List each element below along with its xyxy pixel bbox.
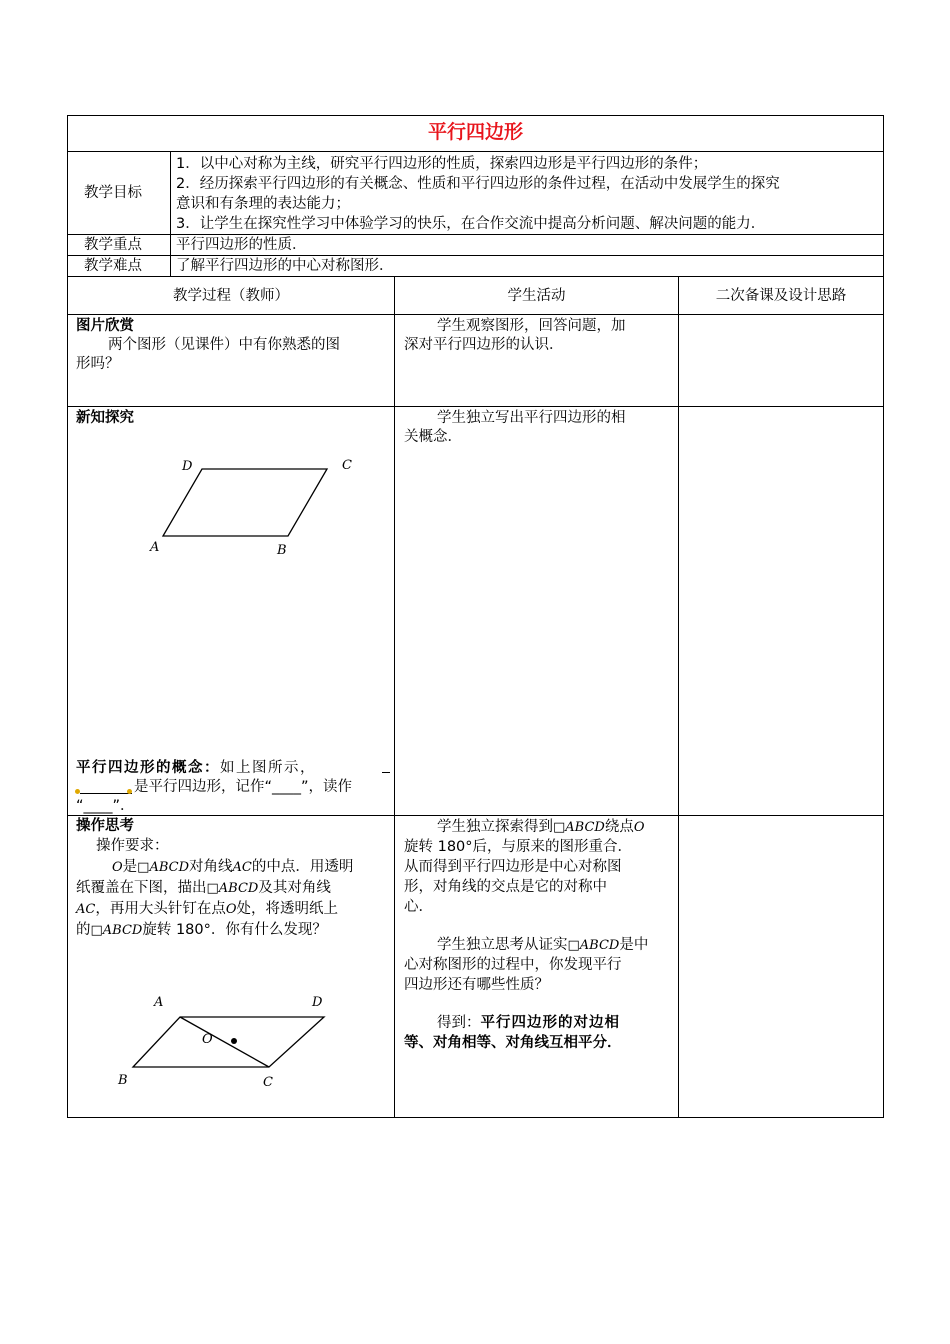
section1-heading: 图片欣赏 [76,318,134,334]
symbol-abcd: □ABCD [137,860,190,875]
figure2-label-c: C [263,1075,273,1090]
concept-rest: 如上图所示， [220,760,316,776]
section1-student-2: 深对平行四边形的认识． [404,337,564,353]
concept-line-3: “____”． [76,798,135,814]
key-point-text: 平行四边形的性质． [176,237,307,253]
figure2-label-d: D [312,995,323,1010]
section3-requirement: 操作要求： [96,838,169,854]
figure2-label-a: A [154,995,164,1010]
figure1-label-c: C [342,458,352,473]
symbol-abcd: □ABCD [206,881,259,896]
section2-student-2: 关概念． [404,429,462,445]
section3-line-2: 纸覆盖在下图，描出□ABCD及其对角线 [76,880,331,896]
parallelogram-abcd-2 [133,1017,324,1067]
objective-2a: 2．经历探索平行四边形的有关概念、性质和平行四边形的条件过程，在活动中发展学生的探究 [176,176,780,192]
parallelogram-abcd [163,469,327,536]
section1-text-1: 两个图形（见课件）中有你熟悉的图 [108,337,340,353]
section1-text-2: 形吗？ [76,356,120,372]
symbol-abcd: □ABCD [90,923,143,938]
section3-student-3: 从而得到平行四边形是中心对称图 [404,859,622,875]
section2-heading: 新知探究 [76,410,134,426]
segment-ac: AC [232,860,252,875]
column-header-process: 教学过程（教师） [173,288,289,304]
blank-marker-dot [127,789,132,794]
point-o: O [633,820,645,835]
section3-student-6: 学生独立思考从证实□ABCD是中 [437,937,649,953]
objective-3: 3．让学生在探究性学习中体验学习的快乐，在合作交流中提高分析问题、解决问题的能力． [176,216,766,232]
section2-student-1: 学生独立写出平行四边形的相 [437,410,626,426]
parallelogram-figure-2 [120,1000,350,1090]
section3-student-9: 得到：平行四边形的对边相 [437,1015,620,1031]
key-point-label: 教学重点 [84,237,142,253]
column-header-notes: 二次备课及设计思路 [715,288,847,304]
objective-1: 1．以中心对称为主线，研究平行四边形的性质，探索四边形是平行四边形的条件； [176,156,708,172]
column-header-student: 学生活动 [507,288,566,304]
figure1-label-b: B [277,543,287,558]
point-o: O [112,860,123,875]
diagonal-ac [180,1017,269,1067]
section3-line-3: AC，再用大头针钉在点O处，将透明纸上 [76,901,339,917]
difficulty-text: 了解平行四边形的中心对称图形． [176,258,394,274]
section1-student-1: 学生观察图形，回答问题，加 [437,318,626,334]
concept-blank-1 [80,793,132,794]
section3-student-2: 旋转 180°后，与原来的图形重合． [404,839,633,855]
section3-student-8: 四边形还有哪些性质？ [404,977,549,993]
section3-student-5: 心． [404,899,433,915]
section3-student-4: 形，对角线的交点是它的对称中 [404,879,607,895]
concept-heading: 平行四边形的概念： [76,760,220,776]
concept-blank-top [382,772,390,773]
section3-student-10: 等、对角相等、对角线互相平分． [404,1035,622,1051]
objective-2b: 意识和有条理的表达能力； [176,196,350,212]
concept-line-2: 是平行四边形，记作“____”，读作 [134,779,353,795]
symbol-abcd: □ABCD [553,820,605,835]
objectives-label: 教学目标 [84,185,142,201]
section3-student-7: 心对称图形的过程中，你发现平行 [404,957,622,973]
figure1-label-a: A [150,540,160,555]
center-point-o [231,1038,237,1044]
symbol-abcd: □ABCD [567,938,620,953]
section3-heading: 操作思考 [76,818,134,834]
section3-line-4: 的□ABCD旋转 180°．你有什么发现？ [76,922,327,938]
point-o: O [225,902,237,917]
page-title: 平行四边形 [427,121,523,143]
concept-line-1 [76,758,316,778]
blank-marker-dot [75,789,80,794]
section3-line-1: O是□ABCD对角线AC的中点．用透明 [112,859,354,875]
section3-student-1: 学生独立探索得到□ABCD绕点O [437,819,645,835]
difficulty-label: 教学难点 [84,258,142,274]
figure2-label-o: O [202,1032,213,1047]
figure1-label-d: D [182,459,193,474]
figure2-label-b: B [118,1073,128,1088]
parallelogram-figure-1 [140,450,370,565]
segment-ac: AC [76,902,96,917]
